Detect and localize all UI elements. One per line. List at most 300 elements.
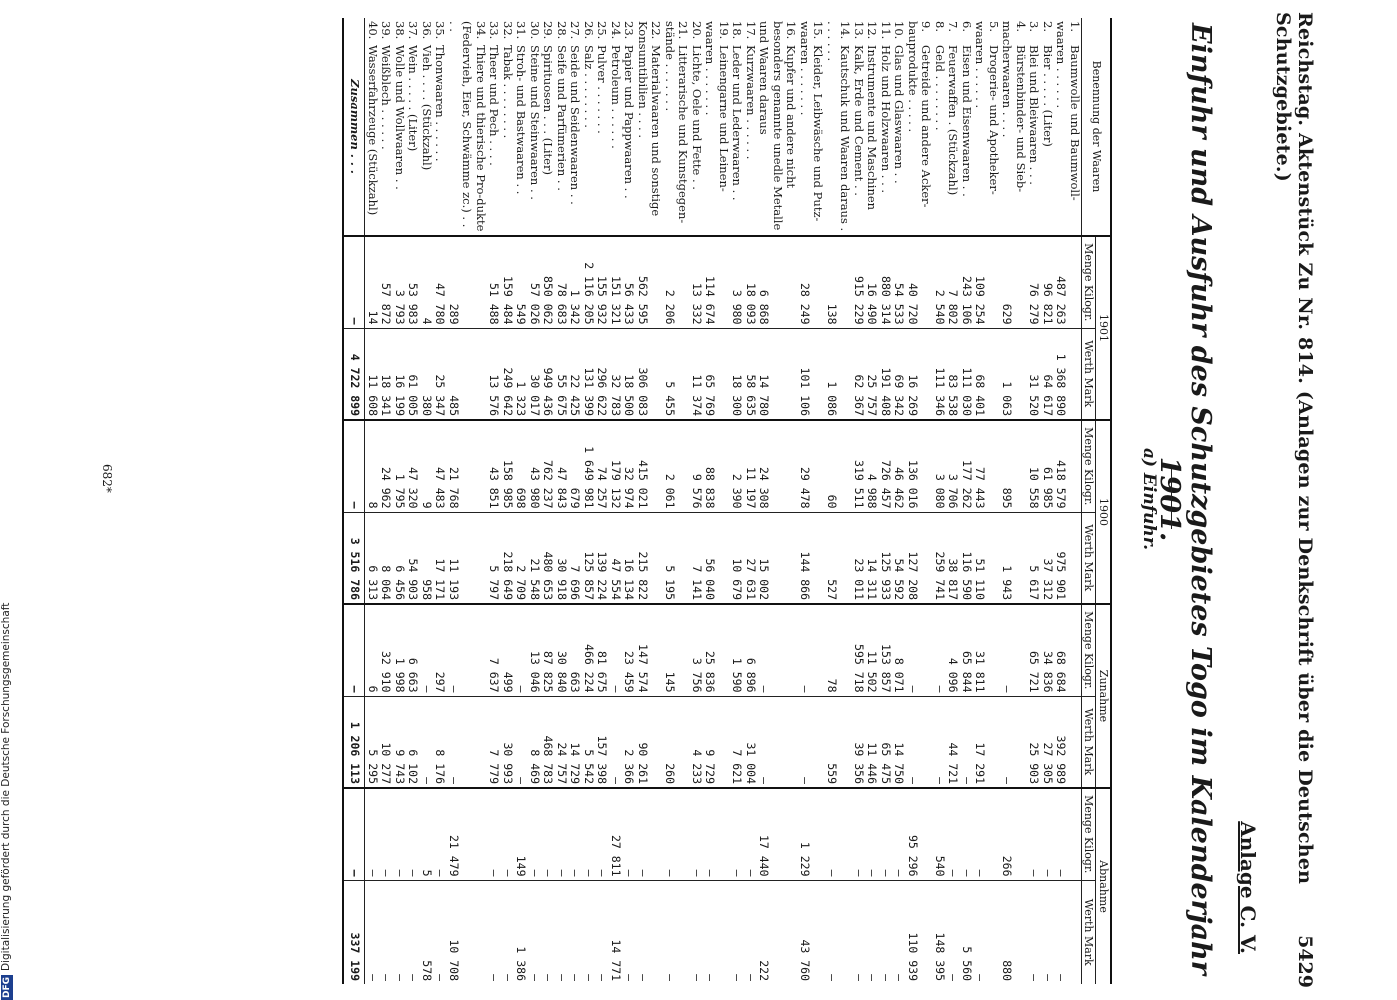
werth-cell: — <box>879 880 893 984</box>
werth-cell: — <box>609 696 623 788</box>
werth-cell: 5 542 <box>582 696 596 788</box>
werth-cell: 22 425 <box>568 328 582 420</box>
werth-cell: 1 206 113 <box>343 696 365 788</box>
item-number: 27. <box>568 21 583 40</box>
werth-cell: 578 <box>420 880 434 984</box>
werth-cell: 6 313 <box>365 512 379 604</box>
table-row <box>663 18 690 984</box>
item-name-cell <box>1054 18 1082 236</box>
document-title: Einfuhr und Ausfuhr des Schutzgebietes Togo im Kalenderjahr 1901. <box>1154 22 1216 975</box>
werth-cell: 111 030 <box>960 328 974 420</box>
werth-cell: 9 729 <box>703 696 730 788</box>
werth-cell: 1 943 <box>1000 512 1027 604</box>
table-row <box>730 18 744 984</box>
table-row <box>447 18 488 984</box>
werth-cell: 1 086 <box>825 328 852 420</box>
menge-cell: 47 320 <box>406 420 420 512</box>
menge-cell: 850 062 <box>541 236 555 328</box>
item-name-cell <box>1041 18 1055 236</box>
werth-cell: — <box>555 880 569 984</box>
werth-cell: 10 277 <box>379 696 393 788</box>
menge-cell: 726 457 <box>879 420 893 512</box>
werth-cell: 14 780 <box>757 328 798 420</box>
menge-cell: 32 974 <box>622 420 636 512</box>
werth-cell: 111 346 <box>933 328 947 420</box>
menge-cell: 3 080 <box>933 420 947 512</box>
werth-cell: — <box>447 696 488 788</box>
menge-cell: 415 021 <box>636 420 663 512</box>
table-row <box>541 18 555 984</box>
menge-cell: — <box>393 788 407 880</box>
werth-cell: 4 233 <box>690 696 704 788</box>
werth-cell: — <box>973 880 1000 984</box>
werth-cell: — <box>636 880 663 984</box>
item-name-cell <box>541 18 555 236</box>
werth-cell: 44 721 <box>946 696 960 788</box>
item-number: 38. <box>393 21 407 40</box>
menge-cell: 10 558 <box>1027 420 1041 512</box>
menge-cell: 895 <box>1000 420 1027 512</box>
werth-cell: — <box>663 880 690 984</box>
menge-cell: 74 257 <box>595 420 609 512</box>
werth-cell: 15 002 <box>757 512 798 604</box>
item-name: Pulver . . . . . . . <box>595 45 610 134</box>
menge-cell: 595 718 <box>852 604 866 696</box>
item-number: 18. <box>730 21 745 40</box>
menge-cell: — <box>798 604 825 696</box>
werth-cell: — <box>703 880 730 984</box>
item-name: Seife und Parfümerien . . <box>555 45 569 191</box>
werth-cell: 559 <box>825 696 852 788</box>
running-header <box>1272 4 1324 994</box>
menge-cell: — <box>663 788 690 880</box>
column-header-werth: Werth Mark <box>1082 880 1097 984</box>
werth-cell: 11 608 <box>365 328 379 420</box>
werth-cell: — <box>865 880 879 984</box>
menge-cell: 96 821 <box>1041 236 1055 328</box>
werth-cell: 65 475 <box>879 696 893 788</box>
item-number: 24. <box>609 21 623 40</box>
werth-cell: 6 102 <box>406 696 420 788</box>
menge-cell: 95 296 <box>906 788 933 880</box>
column-group-1900: 1900 <box>1096 420 1111 604</box>
menge-cell: — <box>568 788 582 880</box>
menge-cell: 51 488 <box>487 236 501 328</box>
werth-cell: 18 300 <box>730 328 744 420</box>
menge-cell: 4 988 <box>865 420 879 512</box>
item-name: Bier . . . . . (Liter) <box>1041 45 1055 147</box>
item-name-cell <box>609 18 623 236</box>
werth-cell: 27 305 <box>1041 696 1055 788</box>
table-row <box>636 18 663 984</box>
werth-cell: 25 757 <box>865 328 879 420</box>
menge-cell: 21 768 <box>447 420 488 512</box>
menge-cell: 1 590 <box>730 604 744 696</box>
item-name: Leder und Lederwaaren . . <box>730 45 745 201</box>
item-name-cell <box>365 18 379 236</box>
item-name: Papier und Pappwaaren . . <box>622 45 637 199</box>
header-title: Reichstag. Aktenstück Zu Nr. 814. (Anlagen zur Denkschrift über die Deutschen Schutzgebiete.) <box>1272 12 1316 885</box>
werth-cell: 7 779 <box>487 696 501 788</box>
menge-cell: 18 093 <box>744 236 758 328</box>
menge-cell: — <box>595 788 609 880</box>
menge-cell: 147 574 <box>636 604 663 696</box>
werth-cell: 30 017 <box>528 328 542 420</box>
menge-cell: 17 440 <box>757 788 798 880</box>
werth-cell: — <box>1000 696 1027 788</box>
table-row <box>757 18 798 984</box>
menge-cell: — <box>960 788 974 880</box>
werth-cell: 31 004 <box>744 696 758 788</box>
menge-cell: — <box>730 788 744 880</box>
item-number: 26. <box>582 21 596 40</box>
menge-cell: 319 511 <box>852 420 866 512</box>
table-row <box>1041 18 1055 984</box>
item-number: 29. <box>541 21 556 40</box>
table-row <box>365 18 379 984</box>
import-table <box>342 18 1112 984</box>
column-header-werth: Werth Mark <box>1082 696 1097 788</box>
werth-cell: — <box>487 880 501 984</box>
werth-cell: 30 993 <box>501 696 515 788</box>
menge-cell: — <box>582 788 596 880</box>
menge-cell: — <box>343 604 365 696</box>
menge-cell: 7 637 <box>487 604 501 696</box>
menge-cell: 149 <box>514 788 528 880</box>
menge-cell: 158 985 <box>501 420 515 512</box>
menge-cell: 6 663 <box>406 604 420 696</box>
item-name: Materialwaaren und sonstige Konsumtibilien . . . . <box>636 21 664 217</box>
menge-cell: 3 980 <box>730 236 744 328</box>
item-number: 9. <box>919 21 934 32</box>
menge-cell: 762 237 <box>541 420 555 512</box>
menge-cell: 6 868 <box>757 236 798 328</box>
annex-label: Anlage C. V. <box>1236 821 1260 954</box>
menge-cell: 243 106 <box>960 236 974 328</box>
werth-cell: 337 199 <box>343 880 365 984</box>
table-row <box>393 18 407 984</box>
credit-text: Digitalisierung gefördert durch die Deutsche Forschungsgemeinschaft <box>0 602 12 971</box>
item-name-cell <box>852 18 866 236</box>
menge-cell: 153 857 <box>879 604 893 696</box>
menge-cell: — <box>879 788 893 880</box>
menge-cell: 5 <box>420 788 434 880</box>
item-name: Vieh . . . . (Stückzahl) <box>420 45 434 171</box>
menge-cell: 562 595 <box>636 236 663 328</box>
menge-cell: 43 851 <box>487 420 501 512</box>
item-name-cell <box>663 18 690 236</box>
werth-cell: — <box>406 880 420 984</box>
menge-cell: 47 483 <box>433 420 447 512</box>
menge-cell: 31 811 <box>973 604 1000 696</box>
item-number: 13. <box>852 21 866 40</box>
item-name-cell <box>514 18 528 236</box>
menge-cell: 57 872 <box>379 236 393 328</box>
menge-cell: 418 579 <box>1054 420 1082 512</box>
menge-cell: 76 279 <box>1027 236 1041 328</box>
werth-cell: — <box>541 880 555 984</box>
werth-cell: 8 176 <box>433 696 447 788</box>
item-number: 23. <box>622 21 637 40</box>
table-row <box>379 18 393 984</box>
menge-cell: 23 459 <box>622 604 636 696</box>
menge-cell: 47 843 <box>555 420 569 512</box>
item-number: 39. <box>379 21 394 40</box>
werth-cell: 30 918 <box>555 512 569 604</box>
werth-cell: 69 342 <box>892 328 906 420</box>
item-number: 16. <box>784 21 799 40</box>
total-label: Zusammen . . . <box>343 18 365 236</box>
menge-cell: 40 720 <box>906 236 933 328</box>
werth-cell: 47 554 <box>609 512 623 604</box>
werth-cell: 14 750 <box>892 696 906 788</box>
table-row <box>622 18 636 984</box>
item-name: Steine und Steinwaaren . . <box>528 45 542 200</box>
werth-cell: 21 548 <box>528 512 542 604</box>
item-number: 5. <box>987 21 1001 32</box>
werth-cell: 24 757 <box>555 696 569 788</box>
item-name: Kupfer und andere nicht besonders genannte unedle Metalle und Waaren daraus <box>757 21 799 231</box>
menge-cell: 65 844 <box>960 604 974 696</box>
menge-cell: — <box>973 788 1000 880</box>
menge-cell: 138 <box>825 236 852 328</box>
menge-cell: — <box>406 788 420 880</box>
table-row <box>406 18 420 984</box>
werth-cell: 1 368 890 <box>1054 328 1082 420</box>
column-header-name: Benennung der Waaren <box>1082 18 1112 236</box>
table-row <box>609 18 623 984</box>
column-header-menge: Menge Kilogr. <box>1082 420 1097 512</box>
item-number: 3. <box>1027 21 1042 32</box>
item-name: Holz und Holzwaaren . . . <box>879 45 893 194</box>
item-number: 22. <box>649 21 664 40</box>
item-name: Glas und Glaswaaren . . <box>892 45 907 184</box>
werth-cell: 958 <box>420 512 434 604</box>
menge-cell: — <box>420 604 434 696</box>
item-number: 10. <box>892 21 907 40</box>
menge-cell: 14 <box>365 236 379 328</box>
werth-cell: 5 797 <box>487 512 501 604</box>
menge-cell: 78 <box>825 604 852 696</box>
menge-cell: — <box>433 788 447 880</box>
menge-cell: 2 206 <box>663 236 690 328</box>
table-row <box>514 18 528 984</box>
item-number: 1. <box>1068 21 1082 32</box>
item-number: 30. <box>528 21 542 40</box>
werth-cell: — <box>730 880 744 984</box>
werth-cell: 25 347 <box>433 328 447 420</box>
werth-cell: 7 696 <box>568 512 582 604</box>
werth-cell: 18 341 <box>379 328 393 420</box>
werth-cell: 27 631 <box>744 512 758 604</box>
menge-cell: — <box>501 788 515 880</box>
table-row <box>879 18 893 984</box>
menge-cell: 155 932 <box>595 236 609 328</box>
menge-cell: 915 229 <box>852 236 866 328</box>
menge-cell: — <box>757 604 798 696</box>
item-number: 36. <box>420 21 434 40</box>
menge-cell: 11 502 <box>865 604 879 696</box>
table-row <box>420 18 434 984</box>
werth-cell: — <box>433 880 447 984</box>
werth-cell: — <box>420 696 434 788</box>
menge-cell: — <box>1054 788 1082 880</box>
menge-cell: 549 <box>514 236 528 328</box>
table-row <box>906 18 933 984</box>
item-name-cell <box>528 18 542 236</box>
item-name-cell <box>798 18 825 236</box>
item-number: 2. <box>1041 21 1055 32</box>
menge-cell: 29 478 <box>798 420 825 512</box>
table-row <box>555 18 569 984</box>
item-name: Feuerwaffen . (Stückzahl) <box>946 45 961 196</box>
item-name-cell <box>420 18 434 236</box>
table-row <box>960 18 974 984</box>
item-name: Kautschuk und Waaren daraus . . . . . . . <box>825 21 853 232</box>
werth-cell: — <box>744 880 758 984</box>
werth-cell: 1 063 <box>1000 328 1027 420</box>
werth-cell: 58 635 <box>744 328 758 420</box>
menge-cell: — <box>906 604 933 696</box>
werth-cell: 31 520 <box>1027 328 1041 420</box>
column-group-zunahme: Zunahme <box>1096 604 1111 788</box>
werth-cell: 55 675 <box>555 328 569 420</box>
menge-cell: 3 756 <box>690 604 704 696</box>
item-name: Lichte, Oele und Fette . . <box>690 45 704 190</box>
werth-cell: — <box>825 880 852 984</box>
item-number: 34. <box>474 21 488 40</box>
menge-cell: 679 <box>568 420 582 512</box>
table-row <box>703 18 730 984</box>
werth-cell: 68 401 <box>973 328 1000 420</box>
menge-cell: 4 <box>420 236 434 328</box>
menge-cell: 6 <box>365 604 379 696</box>
item-number: 14. <box>838 21 853 40</box>
table-row <box>825 18 852 984</box>
menge-cell: 289 <box>447 236 488 328</box>
item-name: Weißblech . . . . . . <box>379 45 394 150</box>
item-number: 33. <box>487 21 502 40</box>
menge-cell: 46 462 <box>892 420 906 512</box>
menge-cell: — <box>892 788 906 880</box>
menge-cell: — <box>825 788 852 880</box>
menge-cell: 2 061 <box>663 420 690 512</box>
item-number: 32. <box>501 21 515 40</box>
werth-cell: — <box>514 696 528 788</box>
item-name: Drogerie- und Apotheker-waaren . . . . . . <box>973 21 1001 195</box>
item-name: Spirituosen . . . (Liter) <box>541 45 556 175</box>
item-name: Instrumente und Maschinen <box>865 45 880 211</box>
werth-cell: — <box>622 880 636 984</box>
table-row <box>690 18 704 984</box>
table-row <box>973 18 1000 984</box>
menge-cell: 21 479 <box>447 788 488 880</box>
table-row <box>595 18 609 984</box>
item-name-cell <box>825 18 852 236</box>
table-row <box>892 18 906 984</box>
item-name-cell <box>447 18 488 236</box>
werth-cell: 10 708 <box>447 880 488 984</box>
item-name: Kalk, Erde und Cement . . <box>852 45 866 196</box>
werth-cell: — <box>852 880 866 984</box>
item-number: 15. <box>811 21 826 40</box>
menge-cell: 177 262 <box>960 420 974 512</box>
menge-cell: — <box>609 604 623 696</box>
werth-cell: 5 560 <box>960 880 974 984</box>
werth-cell: 7 141 <box>690 512 704 604</box>
menge-cell: 1 795 <box>393 420 407 512</box>
menge-cell: — <box>514 604 528 696</box>
menge-cell: 65 721 <box>1027 604 1041 696</box>
item-name: Seide und Seidenwaaren . . <box>568 45 583 205</box>
column-header-werth: Werth Mark <box>1082 328 1097 420</box>
werth-cell: 527 <box>825 512 852 604</box>
menge-cell: 47 780 <box>433 236 447 328</box>
column-header-werth: Werth Mark <box>1082 512 1097 604</box>
werth-cell: 116 590 <box>960 512 974 604</box>
menge-cell: 266 <box>1000 788 1027 880</box>
item-name: Theer und Pech . . . . <box>487 45 502 166</box>
menge-cell: — <box>365 788 379 880</box>
menge-cell: 629 <box>1000 236 1027 328</box>
item-number: 17. <box>744 21 758 40</box>
menge-cell: 13 046 <box>528 604 542 696</box>
werth-cell: 148 395 <box>933 880 947 984</box>
item-name: Geld . . . . . . . . <box>933 45 947 131</box>
werth-cell: — <box>501 880 515 984</box>
item-name-cell <box>433 18 447 236</box>
menge-cell: — <box>744 788 758 880</box>
werth-cell: 11 374 <box>690 328 704 420</box>
item-name-cell <box>595 18 609 236</box>
item-name: Kleider, Leibwäsche und Putz-waaren . . . . . . . <box>798 21 826 222</box>
werth-cell: 1 323 <box>514 328 528 420</box>
item-name: Thiere und thierische Pro-dukte (Federvieh, Eier, Schwämme zc.) . . . . <box>447 21 488 232</box>
menge-cell: 34 836 <box>1041 604 1055 696</box>
menge-cell: — <box>946 788 960 880</box>
menge-cell: — <box>690 788 704 880</box>
item-name: Wolle und Wollwaaren . . <box>393 45 407 190</box>
werth-cell: 83 538 <box>946 328 960 420</box>
item-name-cell <box>730 18 744 236</box>
menge-cell: 151 321 <box>609 236 623 328</box>
werth-cell: 296 622 <box>595 328 609 420</box>
werth-cell: 37 312 <box>1041 512 1055 604</box>
item-name-cell <box>1000 18 1027 236</box>
digitization-credit <box>0 0 22 1000</box>
table-row <box>798 18 825 984</box>
item-name: Stroh- und Bastwaaren . . <box>514 45 529 195</box>
werth-cell: 32 783 <box>609 328 623 420</box>
menge-cell: 68 684 <box>1054 604 1082 696</box>
item-number: 28. <box>555 21 569 40</box>
werth-cell: 38 817 <box>946 512 960 604</box>
menge-cell: 11 197 <box>744 420 758 512</box>
item-number: 11. <box>879 21 893 40</box>
menge-cell: — <box>1041 788 1055 880</box>
werth-cell: 468 783 <box>541 696 555 788</box>
werth-cell: 16 134 <box>622 512 636 604</box>
werth-cell: 222 <box>757 880 798 984</box>
menge-cell: 2 540 <box>933 236 947 328</box>
werth-cell: — <box>1041 880 1055 984</box>
menge-cell: 3 793 <box>393 236 407 328</box>
menge-cell: 109 254 <box>973 236 1000 328</box>
column-group-1901: 1901 <box>1096 236 1111 420</box>
menge-cell: 499 <box>501 604 515 696</box>
item-number: 35. <box>433 21 448 40</box>
werth-cell: — <box>528 880 542 984</box>
